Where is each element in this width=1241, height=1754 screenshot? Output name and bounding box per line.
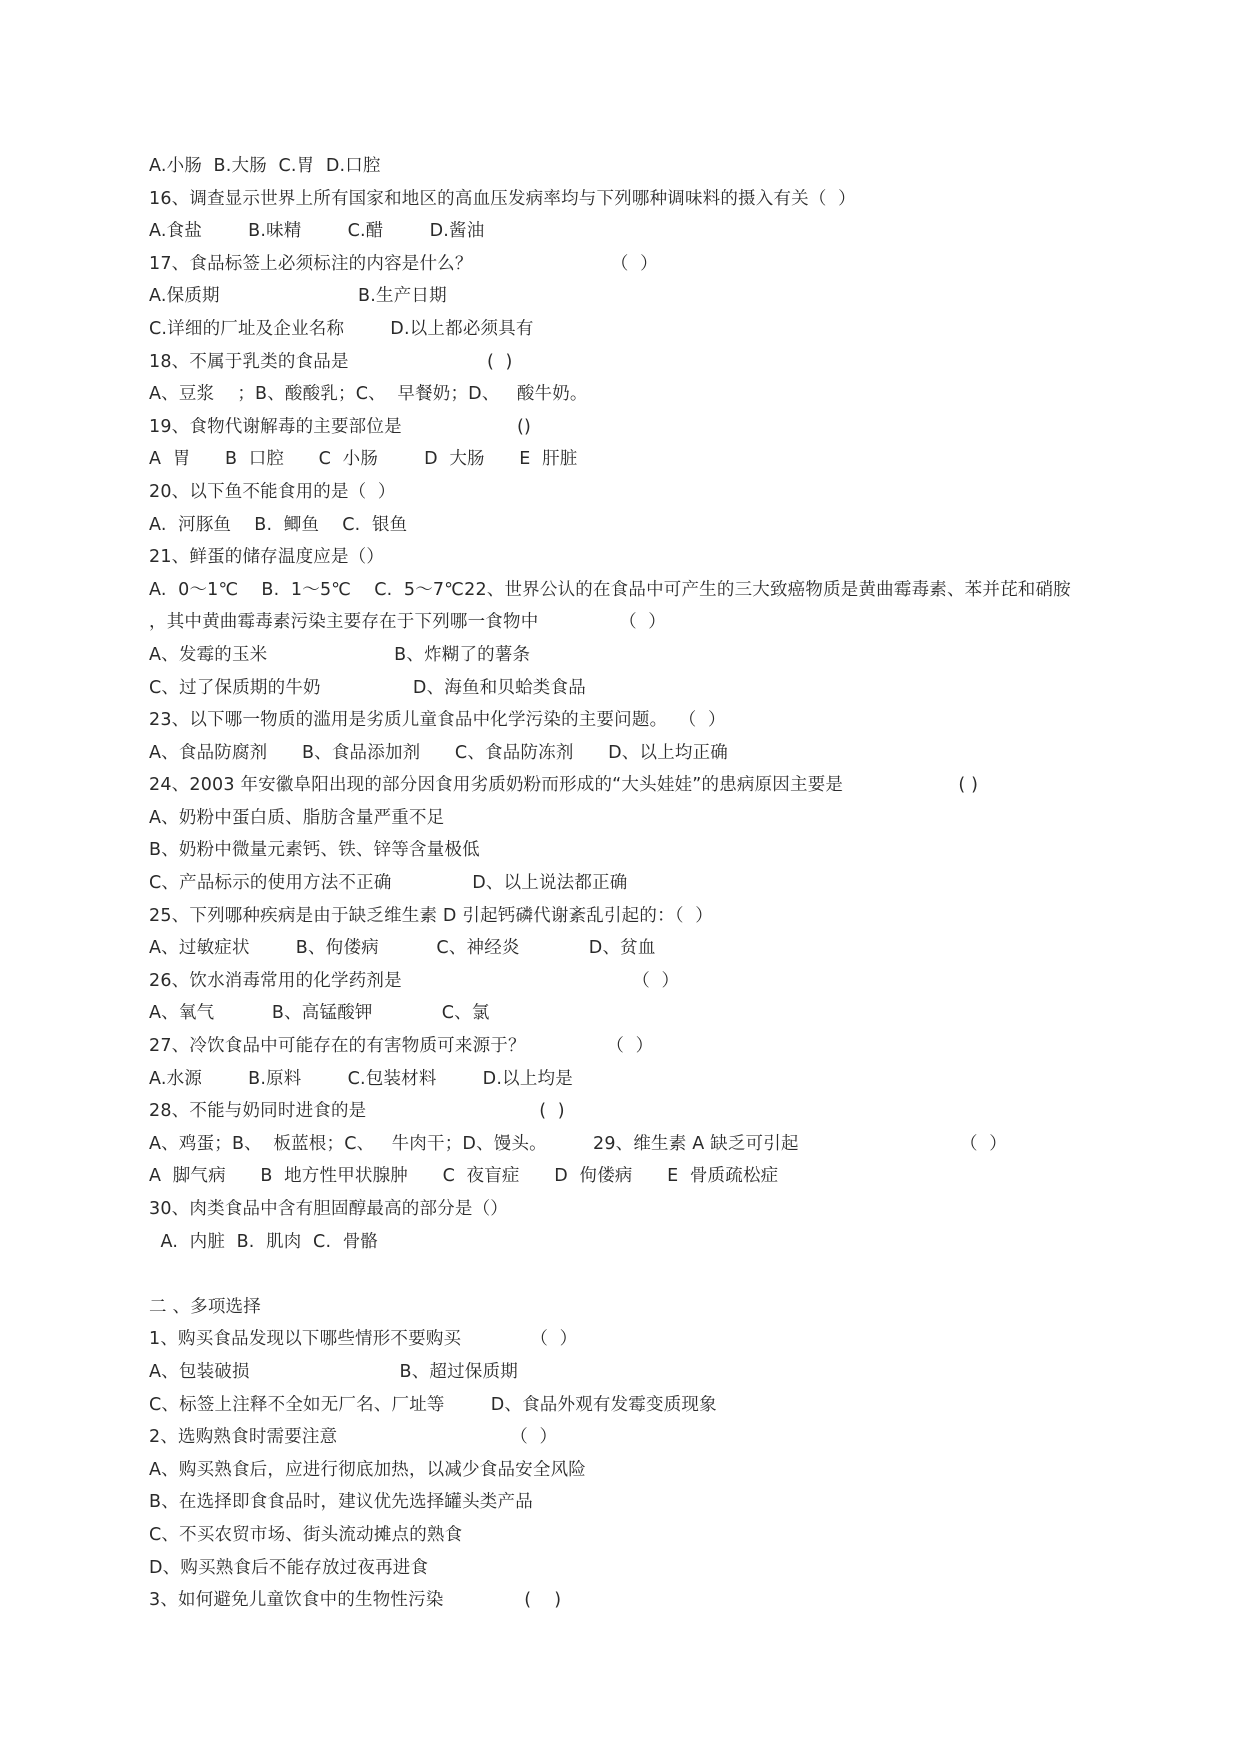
options-30: A. 内脏 B. 肌肉 C. 骨骼	[149, 1231, 379, 1252]
text-line: A.小肠 B.大肠 C.胃 D.口腔	[149, 156, 381, 176]
options-22-a: A、发霉的玉米 B、炸糊了的薯条	[149, 644, 531, 665]
options-17-a: A.保质期 B.生产日期	[149, 286, 447, 307]
option-24-b: B、奶粉中微量元素钙、铁、锌等含量极低	[149, 840, 480, 861]
options-22-b: C、过了保质期的牛奶 D、海鱼和贝蛤类食品	[149, 677, 586, 698]
question-26: 26、饮水消毒常用的化学药剂是 （ ）	[149, 970, 680, 991]
options-29: A 脚气病 B 地方性甲状腺肿 C 夜盲症 D 佝偻病 E 骨质疏松症	[149, 1166, 779, 1187]
options-21-question-22: A. 0～1℃ B. 1～5℃ C. 5～7℃22、世界公认的在食品中可产生的三大致癌物质是黄曲霉毒素、苯并芘和硝胺	[149, 579, 1071, 600]
options-19: A 胃 B 口腔 C 小肠 D 大肠 E 肝脏	[149, 449, 578, 470]
question-18: 18、不属于乳类的食品是 ( )	[149, 351, 513, 372]
option-24-a: A、奶粉中蛋白质、脂肪含量严重不足	[149, 807, 445, 828]
options-25: A、过敏症状 B、佝偻病 C、神经炎 D、贫血	[149, 938, 656, 959]
question-20: 20、以下鱼不能食用的是（ ）	[149, 481, 396, 502]
options-16: A.食盐 B.味精 C.醋 D.酱油	[149, 221, 485, 242]
question-19: 19、食物代谢解毒的主要部位是 ()	[149, 416, 532, 437]
question-21: 21、鲜蛋的储存温度应是（）	[149, 547, 385, 568]
options-27: A.水源 B.原料 C.包装材料 D.以上均是	[149, 1068, 573, 1089]
options-18: A、豆浆 ；B、酸酸乳；C、 早餐奶；D、 酸牛奶。	[149, 384, 588, 405]
question-17: 17、食品标签上必须标注的内容是什么？ （ ）	[149, 253, 658, 274]
option-24-cd: C、产品标示的使用方法不正确 D、以上说法都正确	[149, 873, 628, 894]
options-28-question-29: A、鸡蛋；B、 板蓝根；C、 牛肉干；D、馒头。 29、维生素 A 缺乏可引起 （ ）	[149, 1133, 1007, 1154]
question-25: 25、下列哪种疾病是由于缺乏维生素 D 引起钙磷代谢紊乱引起的：（ ）	[149, 905, 713, 926]
mc-option-2-b: B、在选择即食食品时，建议优先选择罐头类产品	[149, 1492, 533, 1513]
options-20: A. 河豚鱼 B. 鲫鱼 C. 银鱼	[149, 514, 408, 535]
question-30: 30、肉类食品中含有胆固醇最高的部分是（）	[149, 1199, 508, 1219]
mc-option-2-d: D、购买熟食后不能存放过夜再进食	[149, 1557, 429, 1578]
question-16: 16、调查显示世界上所有国家和地区的高血压发病率均与下列哪种调味料的摄入有关（ ）	[149, 188, 856, 209]
question-23: 23、以下哪一物质的滥用是劣质儿童食品中化学污染的主要问题。 （ ）	[149, 710, 726, 731]
options-17-b: C.详细的厂址及企业名称 D.以上都必须具有	[149, 318, 534, 339]
section-heading-multiple-choice: 二 、多项选择	[149, 1296, 261, 1317]
mc-options-1-cd: C、标签上注释不全如无厂名、厂址等 D、食品外观有发霉变质现象	[149, 1394, 717, 1415]
question-27: 27、冷饮食品中可能存在的有害物质可来源于？ （ ）	[149, 1036, 654, 1057]
mc-option-2-a: A、购买熟食后，应进行彻底加热，以减少食品安全风险	[149, 1459, 586, 1480]
mc-options-1-ab: A、包装破损 B、超过保质期	[149, 1361, 518, 1382]
mc-question-3: 3、如何避免儿童饮食中的生物性污染 ( )	[149, 1590, 562, 1611]
mc-option-2-c: C、不买农贸市场、街头流动摊点的熟食	[149, 1524, 463, 1545]
mc-question-2: 2、选购熟食时需要注意 （ ）	[149, 1427, 558, 1448]
question-24: 24、2003 年安徽阜阳出现的部分因食用劣质奶粉而形成的“大头娃娃”的患病原因主要是 ( )	[149, 775, 979, 796]
options-23: A、食品防腐剂 B、食品添加剂 C、食品防冻剂 D、以上均正确	[149, 742, 728, 763]
question-28: 28、不能与奶同时进食的是 ( )	[149, 1101, 565, 1122]
mc-question-1: 1、购买食品发现以下哪些情形不要购买 （ ）	[149, 1329, 578, 1350]
question-list	[149, 150, 1109, 1617]
question-22-continued: ，其中黄曲霉毒素污染主要存在于下列哪一食物中 （ ）	[149, 612, 667, 633]
blank-line	[149, 1258, 1109, 1291]
options-26: A、氧气 B、高锰酸钾 C、氯	[149, 1003, 490, 1024]
